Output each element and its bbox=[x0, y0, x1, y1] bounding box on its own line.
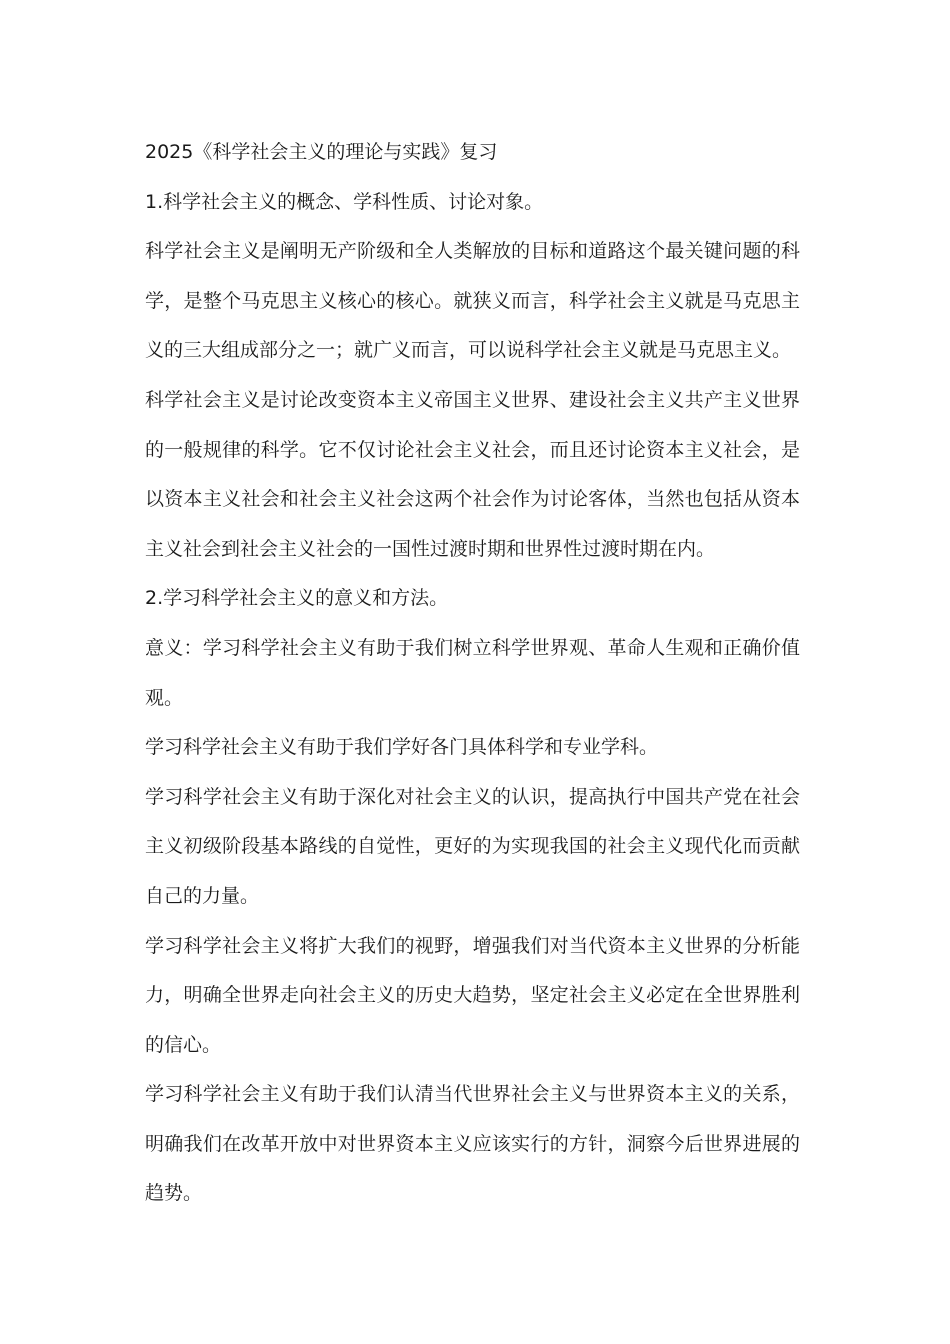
section-heading-1: 1.科学社会主义的概念、学科性质、讨论对象。 bbox=[145, 190, 544, 213]
paragraph-significance-understanding: 学习科学社会主义有助于深化对社会主义的认识，提高执行中国共产党在社会主义初级阶段基本路线的自觉性，更好的为实现我国的社会主义现代化而贡献自己的力量。 bbox=[145, 785, 800, 907]
paragraph-significance-disciplines: 学习科学社会主义有助于我们学好各门具体科学和专业学科。 bbox=[145, 736, 659, 759]
paragraph-definition: 科学社会主义是阐明无产阶级和全人类解放的目标和道路这个最关键问题的科学，是整个马克思主义核心的核心。就狭义而言，科学社会主义就是马克思主义的三大组成部分之一；就广义而言，可以说科学社会主义就是马克思主义。 bbox=[145, 240, 800, 362]
section-heading-2: 2.学习科学社会主义的意义和方法。 bbox=[145, 587, 449, 610]
document-title: 2025《科学社会主义的理论与实践》复习 bbox=[145, 141, 498, 163]
paragraph-significance-vision: 学习科学社会主义将扩大我们的视野，增强我们对当代资本主义世界的分析能力，明确全世界走向社会主义的历史大趋势，坚定社会主义必定在全世界胜利的信心。 bbox=[145, 934, 800, 1056]
paragraph-significance-worldview: 意义：学习科学社会主义有助于我们树立科学世界观、革命人生观和正确价值观。 bbox=[145, 636, 800, 709]
paragraph-significance-relations: 学习科学社会主义有助于我们认清当代世界社会主义与世界资本主义的关系，明确我们在改革开放中对世界资本主义应该实行的方针，洞察今后世界进展的趋势。 bbox=[145, 1083, 800, 1205]
document-body bbox=[145, 128, 800, 1219]
paragraph-research-object: 科学社会主义是讨论改变资本主义帝国主义世界、建设社会主义共产主义世界的一般规律的科学。它不仅讨论社会主义社会，而且还讨论资本主义社会，是以资本主义社会和社会主义社会这两个社会作为讨论客体，当然也包括从资本主义社会到社会主义社会的一国性过渡时期和世界性过渡时期在内。 bbox=[145, 388, 800, 560]
